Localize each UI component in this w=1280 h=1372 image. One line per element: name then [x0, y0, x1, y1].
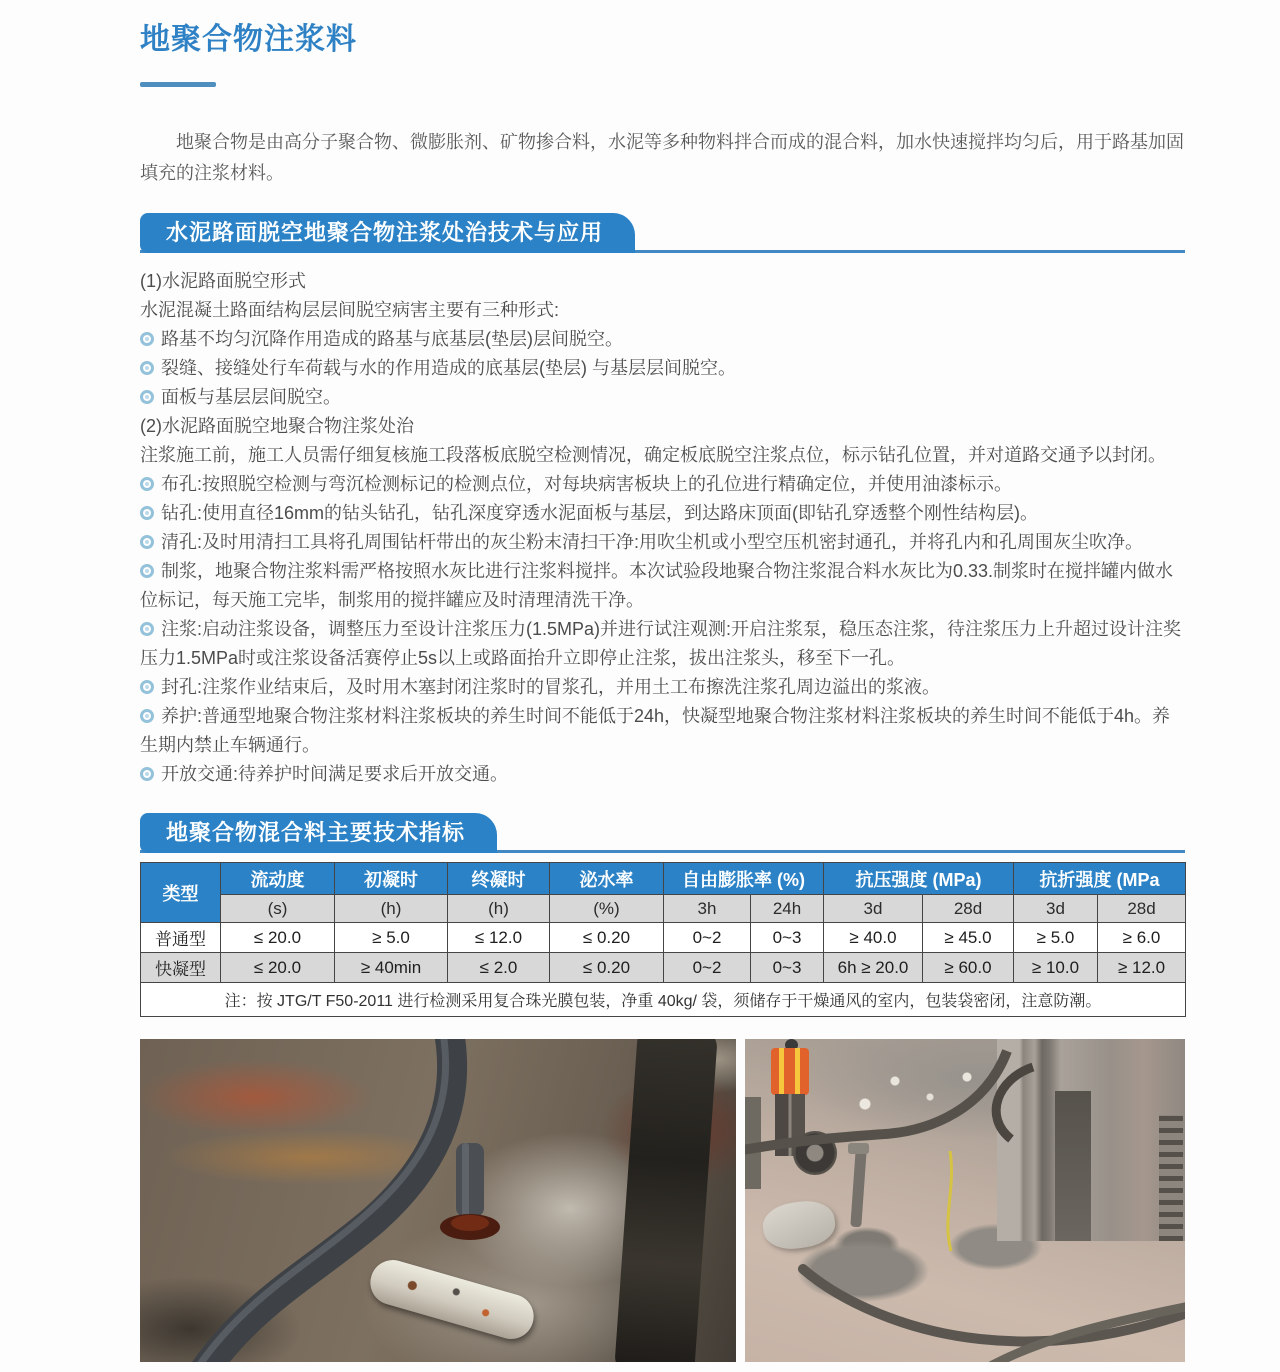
spec-subheader-cell: (h)	[335, 895, 448, 923]
row-type-cell: 普通型	[141, 923, 221, 953]
spec-header-cell: 泌水率	[550, 863, 664, 895]
section2-banner: 地聚合物混合料主要技术指标	[140, 813, 497, 853]
spec-subheader-cell: 24h	[751, 895, 824, 923]
spec-value-cell: ≥ 45.0	[923, 923, 1014, 953]
spec-header-cell: 初凝时	[335, 863, 448, 895]
line-text: 开放交通:待养护时间满足要求后开放交通。	[161, 764, 508, 784]
line-text: 面板与基层层间脱空。	[161, 387, 341, 407]
spec-subheader-cell: 3h	[664, 895, 751, 923]
ring-bullet-icon	[140, 564, 154, 578]
line-text: 水泥混凝土路面结构层层间脱空病害主要有三种形式:	[140, 300, 559, 320]
ring-bullet-icon	[140, 622, 154, 636]
bullet-item	[140, 615, 1185, 673]
spec-value-cell: ≥ 40min	[335, 953, 448, 983]
row-type-cell: 快凝型	[141, 953, 221, 983]
ring-bullet-icon	[140, 361, 154, 375]
spec-subheader-cell: (s)	[221, 895, 335, 923]
line-text: 封孔:注浆作业结束后，及时用木塞封闭注浆时的冒浆孔，并用土工布擦洗注浆孔周边溢出的浆液。	[161, 677, 940, 697]
spec-subheader-cell: 3d	[1014, 895, 1098, 923]
bullet-item	[140, 702, 1185, 760]
line-text: 制浆，地聚合物注浆料需严格按照水灰比进行注浆料搅拌。本次试验段地聚合物注浆混合料水灰比为0.33.制浆时在搅拌罐内做水位标记，每天施工完毕，制浆用的搅拌罐应及时清理清洗干净。	[140, 561, 1174, 610]
spec-header-cell: 类型	[141, 863, 221, 923]
spec-data-row	[141, 923, 1186, 953]
spec-note-row	[141, 983, 1186, 1017]
spec-value-cell: ≤ 12.0	[448, 923, 550, 953]
ring-bullet-icon	[140, 767, 154, 781]
line-text: 布孔:按照脱空检测与弯沉检测标记的检测点位，对每块病害板块上的孔位进行精确定位，并使用油漆标示。	[161, 474, 1012, 494]
spec-value-cell: 0~2	[664, 953, 751, 983]
spec-header-cell: 抗折强度 (MPa	[1014, 863, 1186, 895]
bullet-item	[140, 557, 1185, 615]
line-text: (1)水泥路面脱空形式	[140, 271, 306, 291]
line-text: (2)水泥路面脱空地聚合物注浆处治	[140, 416, 414, 436]
line-text: 养护:普通型地聚合物注浆材料注浆板块的养生时间不能低于24h，快凝型地聚合物注浆材料注浆板块的养生时间不能低于4h。养生期内禁止车辆通行。	[140, 706, 1171, 755]
site-hoses-graphic	[745, 1039, 1185, 1362]
bullet-item	[140, 499, 1185, 528]
ring-bullet-icon	[140, 535, 154, 549]
spec-value-cell: ≤ 0.20	[550, 953, 664, 983]
title-underline	[140, 82, 216, 87]
bullet-item	[140, 325, 1185, 354]
spec-header-cell: 抗压强度 (MPa)	[824, 863, 1014, 895]
spec-subheader-cell: (h)	[448, 895, 550, 923]
spec-value-cell: 6h ≥ 20.0	[824, 953, 923, 983]
ring-bullet-icon	[140, 390, 154, 404]
line-text: 裂缝、接缝处行车荷载与水的作用造成的底基层(垫层) 与基层层间脱空。	[161, 358, 736, 378]
ring-bullet-icon	[140, 332, 154, 346]
bullet-item	[140, 354, 1185, 383]
spec-value-cell: ≥ 6.0	[1098, 923, 1186, 953]
spec-header-row-1	[141, 863, 1186, 895]
photo-grouting-hose-pavement	[140, 1039, 736, 1362]
spec-header-cell: 终凝时	[448, 863, 550, 895]
bullet-item	[140, 673, 1185, 702]
ring-bullet-icon	[140, 477, 154, 491]
spec-note-cell: 注：按 JTG/T F50-2011 进行检测采用复合珠光膜包装，净重 40kg/ 袋，须储存于干燥通风的室内，包装袋密闭，注意防潮。	[141, 983, 1186, 1017]
text-line	[140, 412, 1185, 441]
intro-paragraph: 地聚合物是由高分子聚合物、微膨胀剂、矿物掺合料，水泥等多种物料拌合而成的混合料，加水快速搅拌均匀后，用于路基加固填充的注浆材料。	[140, 132, 1184, 183]
spec-data-row	[141, 953, 1186, 983]
photo-row	[140, 1039, 1185, 1362]
ring-bullet-icon	[140, 680, 154, 694]
spec-header-cell: 流动度	[221, 863, 335, 895]
section1-list	[140, 267, 1185, 789]
spec-table-body	[141, 923, 1186, 1017]
spec-value-cell: ≤ 0.20	[550, 923, 664, 953]
ring-bullet-icon	[140, 709, 154, 723]
spec-value-cell: 0~3	[751, 953, 824, 983]
line-text: 钻孔:使用直径16mm的钻头钻孔，钻孔深度穿透水泥面板与基层，到达路床顶面(即钻孔穿透整个刚性结构层)。	[161, 503, 1038, 523]
line-text: 路基不均匀沉降作用造成的路基与底基层(垫层)层间脱空。	[161, 329, 623, 349]
spec-table-head	[141, 863, 1186, 923]
spec-value-cell: 0~2	[664, 923, 751, 953]
text-line	[140, 441, 1185, 470]
spec-value-cell: ≤ 2.0	[448, 953, 550, 983]
spec-value-cell: ≤ 20.0	[221, 953, 335, 983]
spec-value-cell: ≤ 20.0	[221, 923, 335, 953]
text-line	[140, 267, 1185, 296]
ring-bullet-icon	[140, 506, 154, 520]
line-text: 注浆:启动注浆设备，调整压力至设计注浆压力(1.5MPa)并进行试注观测:开启注浆泵，稳压态注浆，待注浆压力上升超过设计注奖压力1.5MPa时或注浆设备活赛停止5s以上或路面抬升立即停止注浆，拔出注浆头，移至下一孔。	[140, 619, 1182, 668]
photo-grouting-worksite	[745, 1039, 1185, 1362]
spec-subheader-cell: 28d	[923, 895, 1014, 923]
spec-header-cell: 自由膨胀率 (%)	[664, 863, 824, 895]
bullet-item	[140, 760, 1185, 789]
spec-value-cell: ≥ 10.0	[1014, 953, 1098, 983]
spec-value-cell: ≥ 40.0	[824, 923, 923, 953]
section1-header	[140, 213, 1185, 253]
spec-subheader-cell: 28d	[1098, 895, 1186, 923]
spec-value-cell: 0~3	[751, 923, 824, 953]
text-line	[140, 296, 1185, 325]
section1-banner: 水泥路面脱空地聚合物注浆处治技术与应用	[140, 213, 635, 253]
spec-header-row-2	[141, 895, 1186, 923]
spec-value-cell: ≥ 60.0	[923, 953, 1014, 983]
line-text: 清孔:及时用清扫工具将孔周围钻杆带出的灰尘粉末清扫干净:用吹尘机或小型空压机密封通孔，并将孔内和孔周围灰尘吹净。	[161, 532, 1143, 552]
section2-header	[140, 813, 1185, 853]
bullet-item	[140, 470, 1185, 499]
spec-subheader-cell: 3d	[824, 895, 923, 923]
line-text: 注浆施工前，施工人员需仔细复核施工段落板底脱空检测情况，确定板底脱空注浆点位，标示钻孔位置，并对道路交通予以封闭。	[140, 445, 1166, 465]
bullet-item	[140, 528, 1185, 557]
spec-table	[140, 862, 1186, 1017]
spec-value-cell: ≥ 5.0	[1014, 923, 1098, 953]
page-title: 地聚合物注浆料	[140, 23, 357, 56]
spec-value-cell: ≥ 12.0	[1098, 953, 1186, 983]
spec-subheader-cell: (%)	[550, 895, 664, 923]
spec-value-cell: ≥ 5.0	[335, 923, 448, 953]
bullet-item	[140, 383, 1185, 412]
